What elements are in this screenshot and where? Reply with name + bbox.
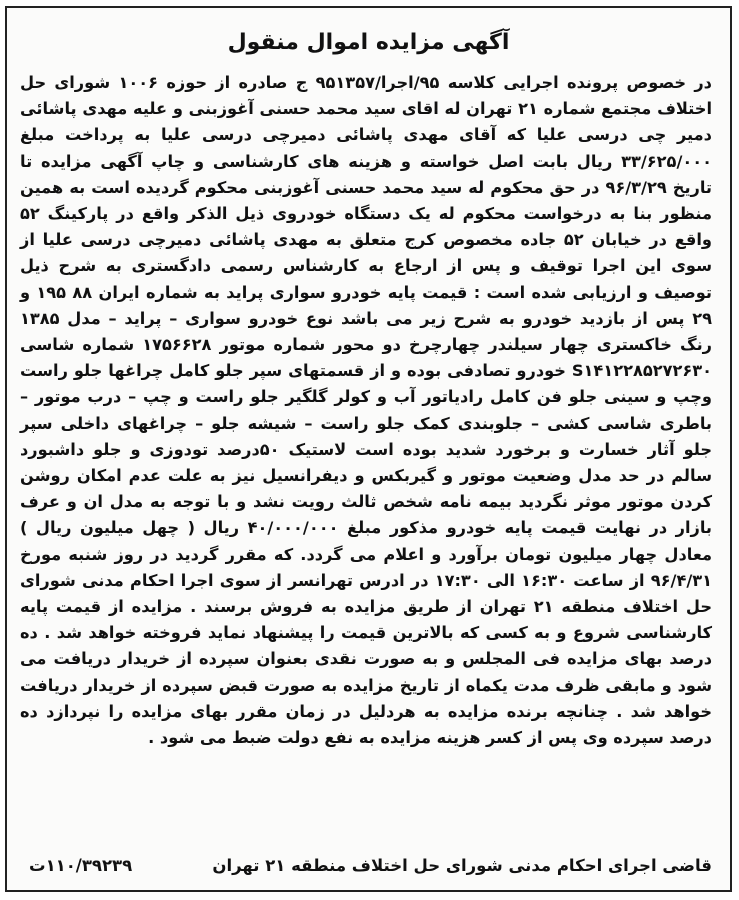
notice-frame — [5, 6, 732, 892]
notice-body: در خصوص پرونده اجرایی کلاسه ۹۵/اجرا/۹۵۱۳۵۷ ج صادره از حوزه ۱۰۰۶ شورای حل اختلاف مجتمع شماره ۲۱ تهران له اقای سید محمد حسنی آغوزبنی و علیه مهدی پاشائی دمیر چی درسی علیا که آقای مهدی پاشائی دمیرچی درسی علیا به پرداخت مبلغ ۳۳/۶۲۵/۰۰۰ ریال بابت اصل خواسته و هزینه های کارشناسی و چاپ آگهی مزایده تا تاریخ ۹۶/۳/۲۹ در حق محکوم له سید محمد حسنی آغوزبنی محکوم گردیده است به همین منظور بنا به درخواست محکوم له یک دستگاه خودروی ذیل الذکر واقع در پارکینگ ۵۲ واقع در خیابان ۵۲ جاده مخصوص کرج متعلق به مهدی پاشائی دمیرچی درسی علیا از سوی این اجرا توقیف و پس از ارجاع به کارشناس رسمی دادگستری به شرح ذیل توصیف و ارزیابی شده است : قیمت پایه خودرو سواری پراید به شماره ایران ۸۸ ۱۹۵ و ۲۹ پس از بازدید خودرو به شرح زیر می باشد نوع خودرو سواری – پراید – مدل ۱۳۸۵ رنگ خاکستری چهار سیلندر چهارچرخ دو محور شماره موتور ۱۷۵۶۶۲۸ شماره شاسی S۱۴۱۲۲۸۵۲۷۲۶۳۰ خودرو تصادفی بوده و از قسمتهای سپر جلو کامل چراغها جلو راست وچپ و سینی جلو فن کامل رادیاتور آب و کولر گلگیر جلو راست و چپ – درب موتور – باطری شاسی کشی – جلوبندی کمک جلو راست – شیشه جلو – چراغهای داخلی سپر جلو آثار خسارت و برخورد شدید بوده است لاستیک ۵۰درصد تودوزی و جلو داشبورد سالم در حد مدل وضعیت موتور و گیربکس و دیفرانسیل نیز به علت عدم امکان روشن کردن موتور موثر نگردید بیمه نامه شخص ثالث رویت نشد و با توجه به مدل ان و عرف بازار در نهایت قیمت پایه خودرو مذکور مبلغ ۴۰/۰۰۰/۰۰۰ ریال ( چهل میلیون ریال ) معادل چهار میلیون تومان برآورد و اعلام می گردد. که مقرر گردید در روز شنبه مورخ ۹۶/۴/۳۱ از ساعت ۱۶:۳۰ الی ۱۷:۳۰ در ادرس تهرانسر از سوی اجرا احکام مدنی شورای حل اختلاف منطقه ۲۱ تهران از طریق مزایده به فروش برسند . مزایده از قیمت پایه کارشناسی شروع و به کسی که بالاترین قیمت را پیشنهاد نماید فروخته خواهد شد . ده درصد بهای مزایده فی المجلس و به صورت نقدی بعنوان سپرده از خریدار دریافت می شود و مابقی ظرف مدت یکماه از تاریخ مزایده به صورت قبض سپرده از خریدار دریافت خواهد شد . چنانچه برنده مزایده به هردلیل در زمان مقرر بهای مزایده را نپردازد ده درصد سپرده وی پس از کسر هزینه مزایده به نفع دولت ضبط می شود . — [20, 73, 713, 748]
notice-title: آگهی مزایده اموال منقول — [227, 30, 510, 55]
notice-code: ۱۱۰/۳۹۲۳۹ت — [29, 856, 133, 875]
signature-line: قاضی اجرای احکام مدنی شورای حل اختلاف منطقه ۲۱ تهران — [212, 856, 712, 875]
notice-footer — [29, 856, 712, 882]
